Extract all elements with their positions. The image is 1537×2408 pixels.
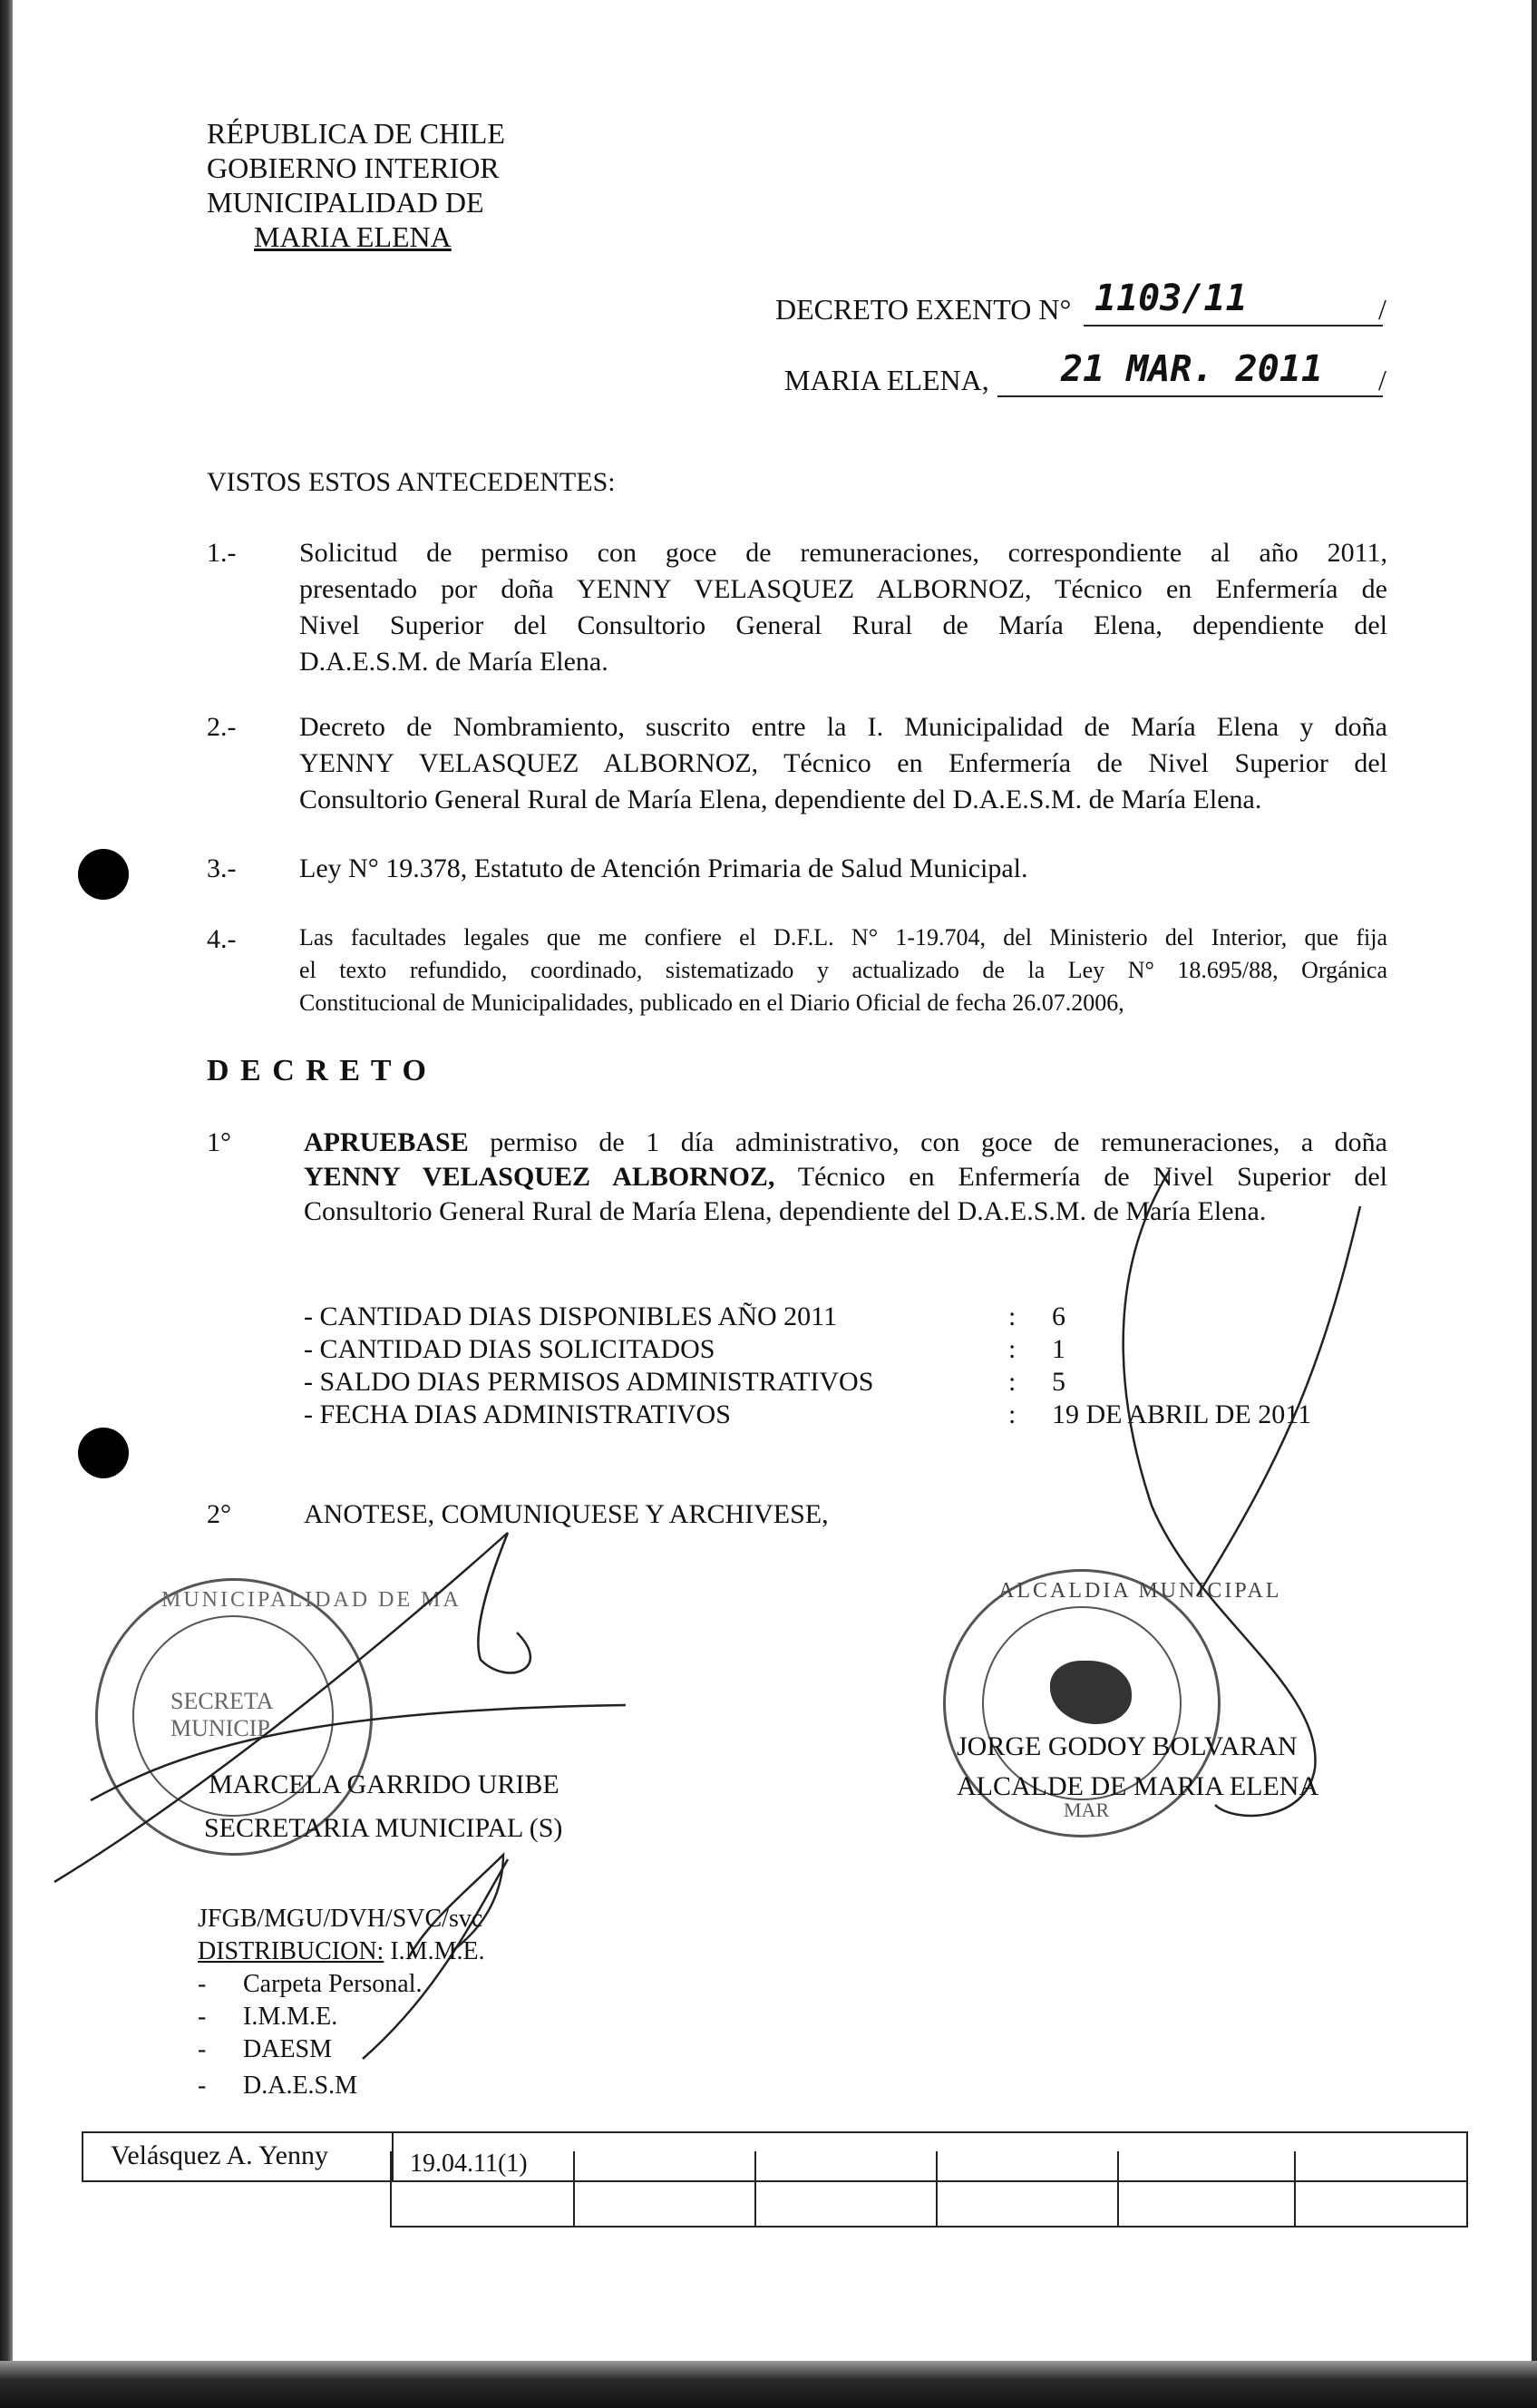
distribution-bullet: - [198, 1970, 207, 1998]
detail-colon: : [1008, 1334, 1017, 1364]
detail-colon: : [1008, 1399, 1017, 1429]
vistos-item-4-line: Constitucional de Municipalidades, publicado en el Diario Oficial de fecha 26.07.2006, [299, 990, 1124, 1016]
decree-place-label: MARIA ELENA, [784, 364, 989, 396]
record-table-divider [1294, 2151, 1296, 2226]
mayor-name: JORGE GODOY BOLVARAN [957, 1731, 1298, 1761]
vistos-item-3-line: Ley N° 19.378, Estatuto de Atención Primaria de Salud Municipal. [299, 853, 1028, 883]
vistos-item-number: 1.- [207, 538, 237, 568]
vistos-item-4-line: Las facultades legales que me confiere el D.F.L. N° 1-19.704, del Ministerio del Interior, que fija [299, 924, 1387, 951]
article-2-number: 2° [207, 1499, 231, 1529]
header-line-town: MARIA ELENA [254, 220, 452, 253]
article-1-name: YENNY VELASQUEZ ALBORNOZ, [304, 1162, 775, 1192]
decree-date-slash: / [1378, 364, 1386, 396]
mayor-title: ALCALDE DE MARIA ELENA [957, 1771, 1319, 1801]
detail-label: - CANTIDAD DIAS DISPONIBLES AÑO 2011 [304, 1301, 838, 1331]
vistos-heading: VISTOS ESTOS ANTECEDENTES: [207, 467, 616, 497]
vistos-item-number: 3.- [207, 853, 237, 883]
article-1-line-3: Consultorio General Rural de María Elena, dependiente del D.A.E.S.M. de María Elena. [304, 1196, 1267, 1226]
vistos-item-1-line: presentado por doña YENNY VELASQUEZ ALBORNOZ, Técnico en Enfermería de [299, 574, 1387, 604]
secretaria-seal-center-text: SECRETA [170, 1688, 274, 1714]
detail-value: 19 DE ABRIL DE 2011 [1052, 1399, 1312, 1429]
vistos-item-1-line: D.A.E.S.M. de María Elena. [299, 647, 608, 677]
distribution-item: I.M.M.E. [243, 2003, 338, 2031]
vistos-item-2-line: YENNY VELASQUEZ ALBORNOZ, Técnico en Enfermería de Nivel Superior del [299, 748, 1387, 778]
article-1-keyword: APRUEBASE [304, 1127, 469, 1157]
record-employee-name: Velásquez A. Yenny [111, 2140, 328, 2170]
secretaria-seal-center-text: MUNICIP [170, 1715, 270, 1741]
detail-value: 1 [1052, 1334, 1065, 1364]
distribution-item: Carpeta Personal. [243, 1970, 423, 1998]
detail-label: - FECHA DIAS ADMINISTRATIVOS [304, 1399, 731, 1429]
distribution-item: DAESM [243, 2035, 333, 2063]
vistos-item-2-line: Consultorio General Rural de María Elena, dependiente del D.A.E.S.M. de María Elena. [299, 785, 1262, 814]
secretary-name: MARCELA GARRIDO URIBE [209, 1769, 559, 1799]
distribution-bullet: - [198, 2003, 207, 2031]
record-table-divider [573, 2151, 575, 2226]
decree-date-stamp: 21 MAR. 2011 [1061, 348, 1323, 390]
detail-label: - SALDO DIAS PERMISOS ADMINISTRATIVOS [304, 1367, 874, 1397]
vistos-item-number: 2.- [207, 712, 237, 742]
distribution-heading-rest: I.M.M.E. [384, 1937, 485, 1965]
article-1-number: 1° [207, 1127, 231, 1157]
secretaria-seal-ring-text: MUNICIPALIDAD DE MA [161, 1588, 462, 1612]
alcaldia-seal-bottom-text: MAR [1064, 1799, 1110, 1821]
distribution-bullet: - [198, 2035, 207, 2063]
detail-colon: : [1008, 1301, 1017, 1331]
record-table-row-2 [390, 2151, 1468, 2228]
distribution-heading-label: DISTRIBUCION: [198, 1937, 384, 1965]
vistos-item-4-line: el texto refundido, coordinado, sistematizado y actualizado de la Ley N° 18.695/88, Orgánica [299, 957, 1387, 983]
distribution-item: D.A.E.S.M [243, 2072, 358, 2100]
record-entry: 19.04.11(1) [410, 2150, 528, 2178]
drafter-initials: JFGB/MGU/DVH/SVC/svc [198, 1905, 483, 1933]
alcaldia-seal-ring-text: ALCALDIA MUNICIPAL [998, 1579, 1282, 1603]
decreto-heading: D E C R E T O [207, 1054, 428, 1087]
detail-colon: : [1008, 1367, 1017, 1397]
header-line-municipality: MUNICIPALIDAD DE [207, 186, 484, 219]
secretary-title: SECRETARIA MUNICIPAL (S) [204, 1813, 563, 1843]
distribution-heading [198, 1937, 485, 1966]
decree-number-handwritten: 1103/11 [1094, 278, 1248, 319]
distribution-bullet: - [198, 2072, 207, 2100]
detail-value: 5 [1052, 1367, 1065, 1397]
decree-number-label: DECRETO EXENTO N° [775, 293, 1072, 326]
decree-number-slash: / [1378, 293, 1386, 326]
vistos-item-1-line: Solicitud de permiso con goce de remuneraciones, correspondiente al año 2011, [299, 538, 1387, 568]
record-table-divider [1117, 2151, 1119, 2226]
detail-label: - CANTIDAD DIAS SOLICITADOS [304, 1334, 715, 1364]
article-2-text: ANOTESE, COMUNIQUESE Y ARCHIVESE, [304, 1499, 829, 1529]
vistos-item-number: 4.- [207, 924, 237, 954]
header-line-government: GOBIERNO INTERIOR [207, 151, 500, 184]
article-1-line-2-text: Técnico en Enfermería de Nivel Superior del [774, 1162, 1387, 1192]
record-table-divider [936, 2151, 938, 2226]
detail-value: 6 [1052, 1301, 1065, 1331]
vistos-item-1-line: Nivel Superior del Consultorio General Rural de María Elena, dependiente del [299, 610, 1387, 640]
record-table-divider [754, 2151, 756, 2226]
header-line-republic: RÉPUBLICA DE CHILE [207, 117, 505, 150]
article-1-line-1-text: permiso de 1 día administrativo, con goce de remuneraciones, a doña [468, 1127, 1387, 1157]
vistos-item-2-line: Decreto de Nombramiento, suscrito entre la I. Municipalidad de María Elena y doña [299, 712, 1387, 742]
